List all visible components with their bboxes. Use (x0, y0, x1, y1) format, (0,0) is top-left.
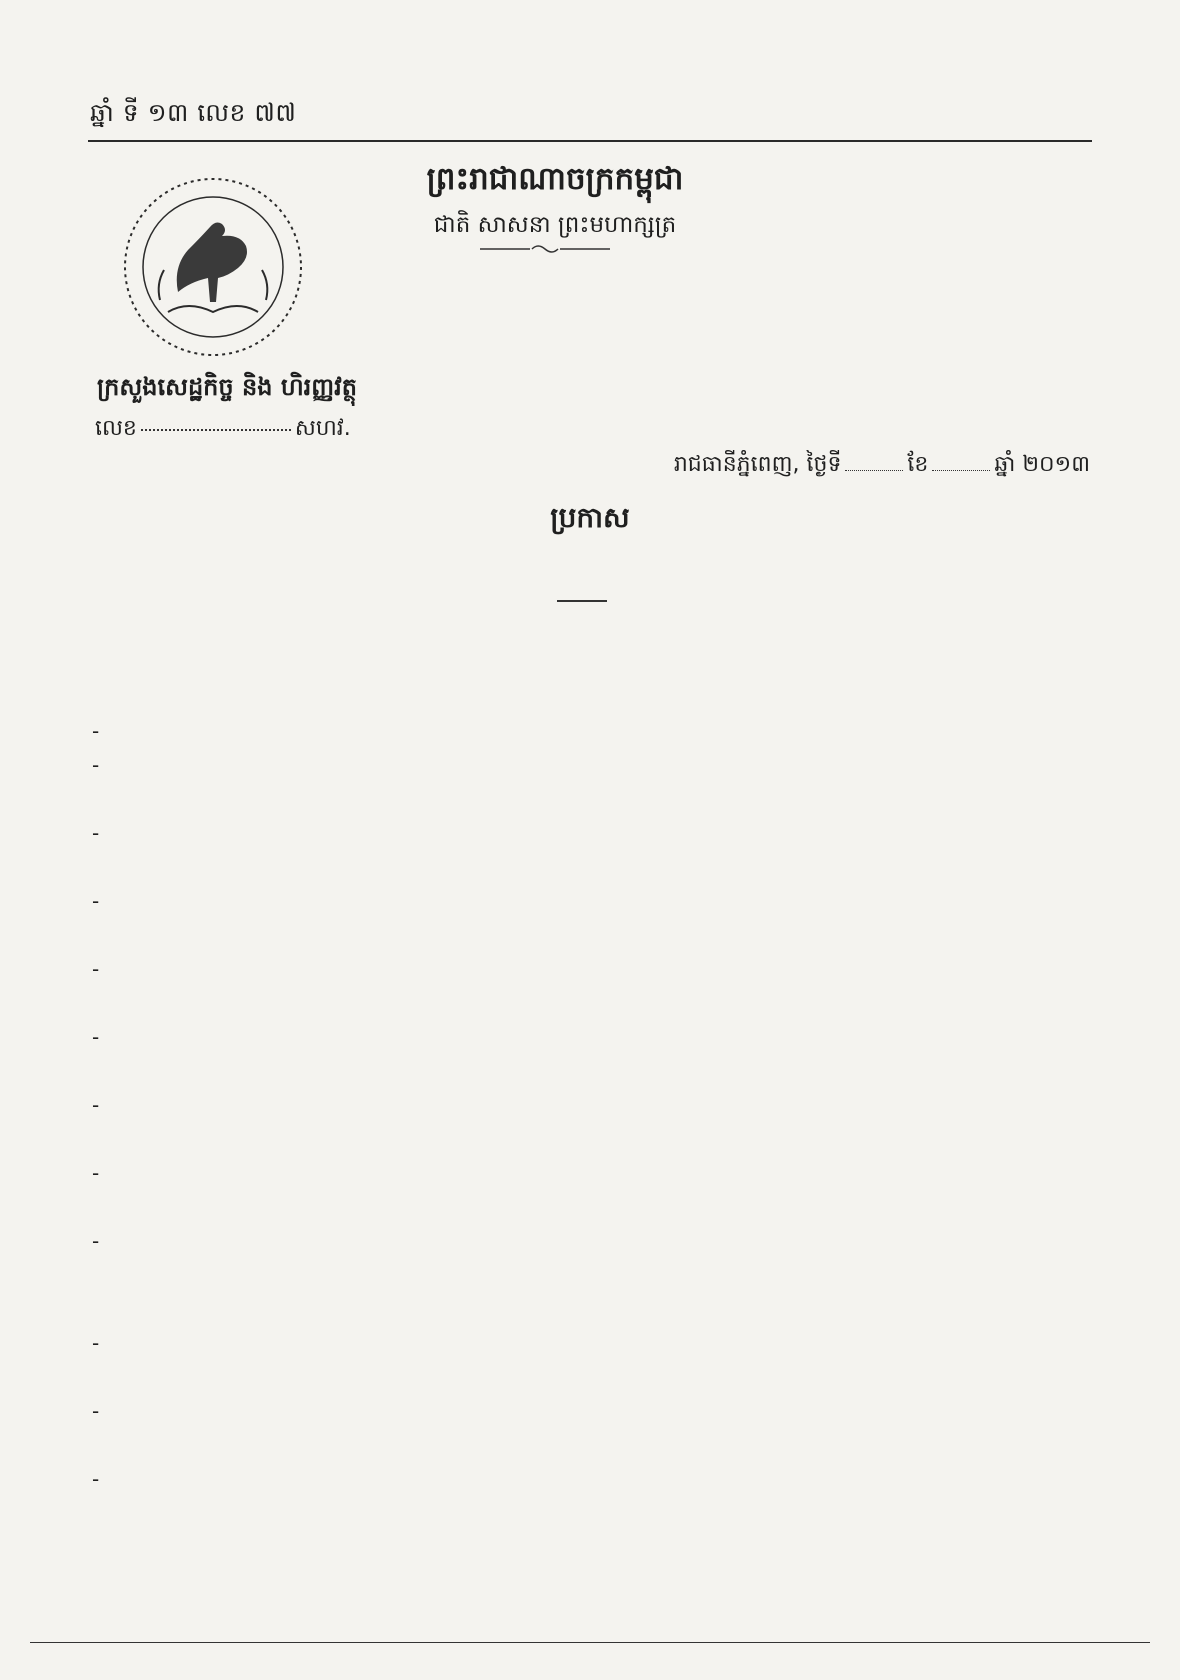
kingdom-heading (395, 160, 715, 244)
preamble-item (92, 1156, 1092, 1190)
month-blank (932, 470, 990, 471)
document-title (260, 500, 920, 547)
header-rule (88, 140, 1092, 142)
ornament-divider-icon (480, 242, 610, 256)
preamble-continuation (92, 782, 1092, 816)
preamble-item (92, 1088, 1092, 1122)
preamble-continuation (92, 1190, 1092, 1224)
month-prefix: ខែ (907, 452, 929, 477)
preamble-body (92, 680, 1092, 1530)
issue-place: រាជធានីភ្នំពេញ, ថ្ងៃទី (673, 452, 842, 477)
preamble-continuation (92, 1428, 1092, 1462)
preamble-continuation (92, 850, 1092, 884)
reference-blank (141, 427, 291, 431)
preamble-item (92, 1462, 1092, 1496)
preamble-continuation (92, 1496, 1092, 1530)
preamble-item (92, 1394, 1092, 1428)
issue-year: ឆ្នាំ ២០១៣ (994, 452, 1090, 477)
preamble-continuation (92, 918, 1092, 952)
title-rule (557, 600, 607, 602)
preamble-continuation (92, 1054, 1092, 1088)
preamble-item (92, 748, 1092, 782)
preamble-item (92, 1326, 1092, 1360)
preamble-item (92, 884, 1092, 918)
national-motto: ជាតិ សាសនា ព្រះមហាក្សត្រ (433, 212, 677, 238)
reference-prefix: លេខ (95, 416, 137, 441)
preamble-item (92, 816, 1092, 850)
preamble-continuation (92, 1122, 1092, 1156)
ministry-seal-icon (118, 172, 308, 362)
preamble-continuation (92, 1258, 1092, 1292)
preamble-continuation (92, 986, 1092, 1020)
preamble-item (92, 952, 1092, 986)
reference-number (95, 414, 355, 446)
gazette-year-issue: ឆ្នាំ ទី ១៣ លេខ ៧៧ (90, 98, 297, 127)
issue-date (570, 450, 1090, 482)
preamble-lead (92, 680, 1092, 714)
ministry-name: ក្រសួងសេដ្ឋកិច្ច និង ហិរញ្ញវត្ថុ (97, 373, 357, 401)
footer-rule (30, 1642, 1150, 1643)
preamble-item (92, 1020, 1092, 1054)
day-blank (845, 470, 903, 471)
gazette-footer (30, 1646, 1150, 1672)
preamble-continuation (92, 1360, 1092, 1394)
document-kind: ប្រកាស (550, 501, 630, 534)
preamble-continuation (92, 1292, 1092, 1326)
preamble-item (92, 714, 1092, 748)
reference-suffix: សហវ. (294, 416, 351, 441)
kingdom-name: ព្រះរាជាណាចក្រកម្ពុជា (426, 161, 684, 197)
preamble-item (92, 1224, 1092, 1258)
gazette-header (90, 96, 1090, 136)
